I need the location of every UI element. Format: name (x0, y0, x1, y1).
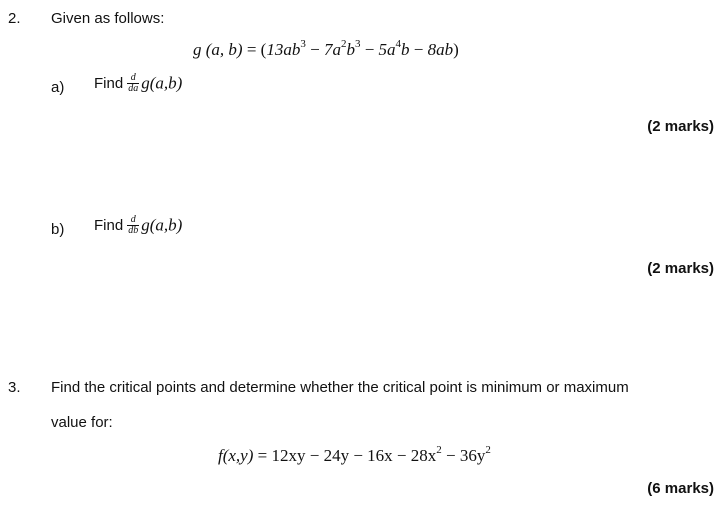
eq-term-2b: b (346, 40, 355, 59)
part-a-expression (94, 73, 182, 94)
question-3-equation (218, 446, 491, 466)
eq-term-4: 8ab (427, 40, 454, 59)
eq3-term-1-exponent: 2 (436, 444, 442, 457)
eq-term-2a: 7a (323, 40, 341, 59)
question-2-number: 2. (8, 10, 21, 27)
part-b-find: Find (94, 217, 124, 234)
question-3-line-1: Find the critical points and determine whether the critical point is minimum or maximum (51, 379, 629, 396)
eq3-term-2: 36y (459, 446, 486, 465)
question-3-line-2: value for: (51, 414, 113, 431)
eq-term-1-exponent: 3 (300, 38, 306, 51)
question-2-intro: Given as follows: (51, 10, 165, 27)
part-b-marks: (2 marks) (647, 260, 714, 277)
question-2-equation (193, 40, 459, 60)
part-a-function: g(a,b) (141, 73, 183, 93)
eq3-term-1: 12xy − 24y − 16x − 28x (271, 446, 437, 465)
eq-term-3b: b (401, 40, 410, 59)
eq-open-paren: ( (260, 40, 267, 59)
part-b-label: b) (51, 221, 65, 238)
part-a-find: Find (94, 75, 124, 92)
part-b-frac-numerator: d (130, 214, 136, 225)
eq-minus-3: − (409, 40, 428, 59)
eq-term-2a-exponent: 2 (340, 38, 347, 51)
eq-minus-2: − (360, 40, 379, 59)
eq3-minus: − (441, 446, 460, 465)
eq-term-2b-exponent: 3 (354, 38, 361, 51)
eq3-equals: = (253, 446, 272, 465)
part-a-derivative-fraction (127, 73, 139, 94)
part-a-frac-numerator: d (130, 72, 136, 83)
eq-term-3a-exponent: 4 (395, 38, 402, 51)
part-b-frac-denominator: db (128, 225, 139, 236)
eq3-term-2-exponent: 2 (485, 444, 491, 457)
eq-lhs: g (a, b) (193, 40, 243, 59)
part-b-expression (94, 215, 182, 236)
question-3-number: 3. (8, 379, 21, 396)
part-a-frac-denominator: da (128, 83, 139, 94)
eq3-lhs: f(x,y) (218, 446, 254, 465)
part-b-derivative-fraction (127, 215, 139, 236)
eq-equals: = (242, 40, 261, 59)
eq-minus-1: − (305, 40, 324, 59)
question-3-marks: (6 marks) (647, 480, 714, 497)
part-a-label: a) (51, 79, 65, 96)
eq-close-paren: ) (453, 40, 459, 59)
part-b-function: g(a,b) (141, 215, 183, 235)
part-a-marks: (2 marks) (647, 118, 714, 135)
eq-term-3a: 5a (378, 40, 396, 59)
eq-term-1: 13ab (266, 40, 301, 59)
